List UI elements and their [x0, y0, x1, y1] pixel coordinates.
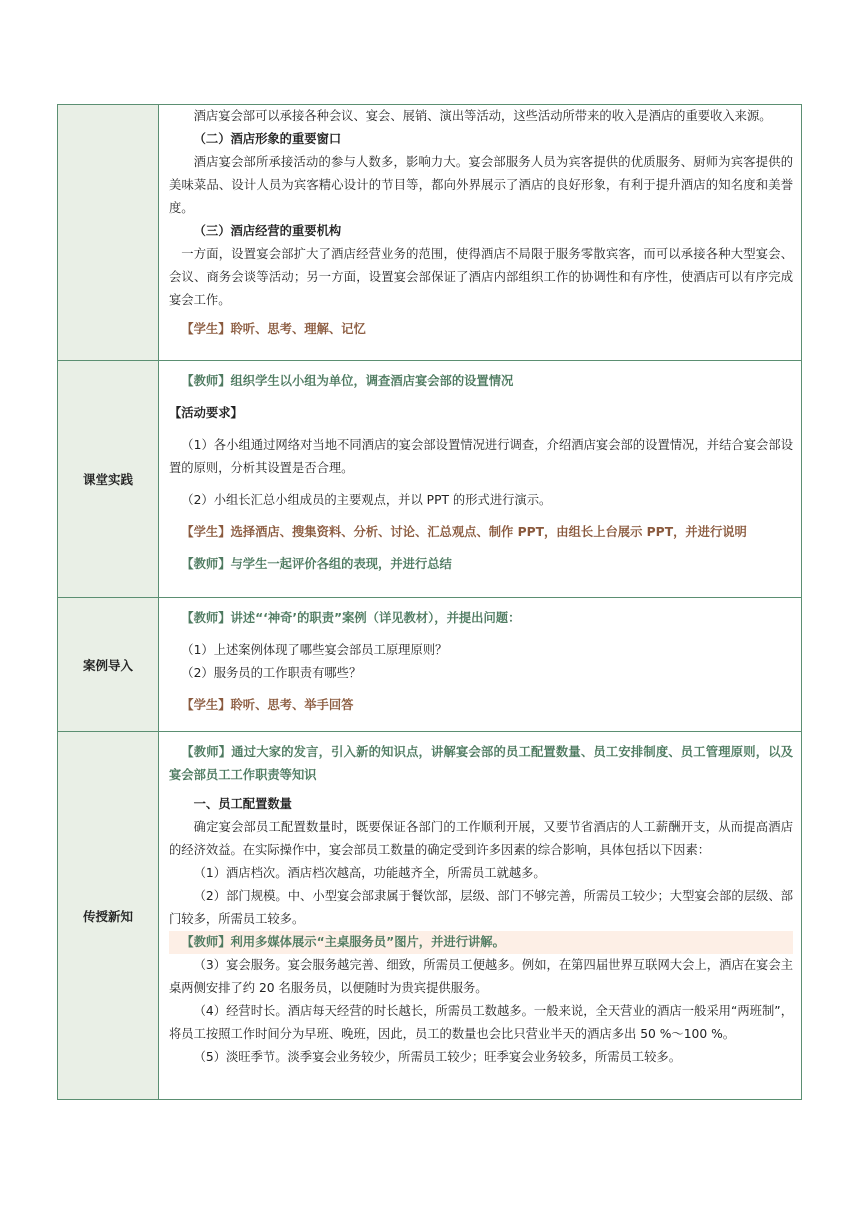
- section-heading: 一、员工配置数量: [193, 797, 292, 811]
- paragraph: 确定宴会部员工配置数量时，既要保证各部门的工作顺利开展，又要节省酒店的人工薪酬开支，从而提高酒店的经济效益。在实际操作中，宴会部员工数量的确定受到许多因素的综合影响，具体包括以下因素：: [169, 820, 793, 857]
- paragraph: 一方面，设置宴会部扩大了酒店经营业务的范围，使得酒店不局限于服务零散宾客，而可以承接各种大型宴会、会议、商务会谈等活动；另一方面，设置宴会部保证了酒店内部组织工作的协调性和有序性，使酒店可以有序完成宴会工作。: [169, 247, 793, 307]
- paragraph: （5）淡旺季节。淡季宴会业务较少，所需员工较少；旺季宴会业务较多，所需员工较多。: [193, 1050, 681, 1064]
- teacher-activity: 【教师】组织学生以小组为单位，调查酒店宴会部的设置情况: [181, 374, 514, 388]
- paragraph: （2）小组长汇总小组成员的主要观点，并以 PPT 的形式进行演示。: [181, 493, 552, 507]
- row-label: 传授新知: [58, 732, 159, 1100]
- paragraph: （4）经营时长。酒店每天经营的时长越长，所需员工数越多。一般来说，全天营业的酒店一般采用“两班制”，将员工按照工作时间分为早班、晚班，因此，员工的数量也会比只营业半天的酒店多出 50 %～100 %。: [169, 1004, 793, 1041]
- activity-requirements-heading: 【活动要求】: [169, 406, 243, 420]
- paragraph: 酒店宴会部所承接活动的参与人数多，影响力大。宴会部服务人员为宾客提供的优质服务、厨师为宾客提供的美味菜品、设计人员为宾客精心设计的节目等，都向外界展示了酒店的良好形象，有利于提升酒店的知名度和美誉度。: [169, 155, 793, 215]
- teacher-activity: 【教师】通过大家的发言，引入新的知识点，讲解宴会部的员工配置数量、员工安排制度、员工管理原则，以及宴会部员工工作职责等知识: [169, 745, 793, 782]
- student-activity: 【学生】选择酒店、搜集资料、分析、讨论、汇总观点、制作 PPT，由组长上台展示 PPT，并进行说明: [181, 525, 747, 539]
- section-heading: （三）酒店经营的重要机构: [193, 224, 342, 238]
- student-activity: 【学生】聆听、思考、举手回答: [181, 698, 354, 712]
- row-content: [159, 598, 802, 732]
- row-content: [159, 361, 802, 598]
- question: （2）服务员的工作职责有哪些？: [181, 666, 362, 680]
- row-content: [159, 732, 802, 1100]
- teacher-activity: 【教师】讲述“‘神奇’的职责”案例（详见教材），并提出问题：: [181, 611, 521, 625]
- paragraph: （2）部门规模。中、小型宴会部隶属于餐饮部，层级、部门不够完善，所需员工较少；大型宴会部的层级、部门较多，所需员工较多。: [169, 889, 793, 926]
- student-activity: 【学生】聆听、思考、理解、记忆: [181, 322, 366, 336]
- teacher-activity: 【教师】与学生一起评价各组的表现，并进行总结: [181, 557, 452, 571]
- paragraph: （1）各小组通过网络对当地不同酒店的宴会部设置情况进行调查，介绍酒店宴会部的设置情况，并结合宴会部设置的原则，分析其设置是否合理。: [169, 438, 793, 475]
- row-new-knowledge: [58, 732, 802, 1100]
- section-heading: （二）酒店形象的重要窗口: [193, 132, 342, 146]
- paragraph: （3）宴会服务。宴会服务越完善、细致，所需员工便越多。例如，在第四届世界互联网大会上，酒店在宴会主桌两侧安排了约 20 名服务员，以便随时为贵宾提供服务。: [169, 958, 793, 995]
- paragraph: 酒店宴会部可以承接各种会议、宴会、展销、演出等活动，这些活动所带来的收入是酒店的重要收入来源。: [193, 109, 772, 123]
- row-knowledge-continuation: [58, 105, 802, 361]
- paragraph: （1）酒店档次。酒店档次越高，功能越齐全，所需员工就越多。: [193, 866, 546, 880]
- lesson-plan-table: [57, 104, 802, 1100]
- row-label: 课堂实践: [58, 361, 159, 598]
- row-label: 案例导入: [58, 598, 159, 732]
- row-case-introduction: [58, 598, 802, 732]
- row-content: [159, 105, 802, 361]
- row-class-practice: [58, 361, 802, 598]
- teacher-activity-highlighted: 【教师】利用多媒体展示“主桌服务员”图片，并进行讲解。: [169, 931, 793, 954]
- row-label: [58, 105, 159, 361]
- question: （1）上述案例体现了哪些宴会部员工原理原则？: [181, 643, 448, 657]
